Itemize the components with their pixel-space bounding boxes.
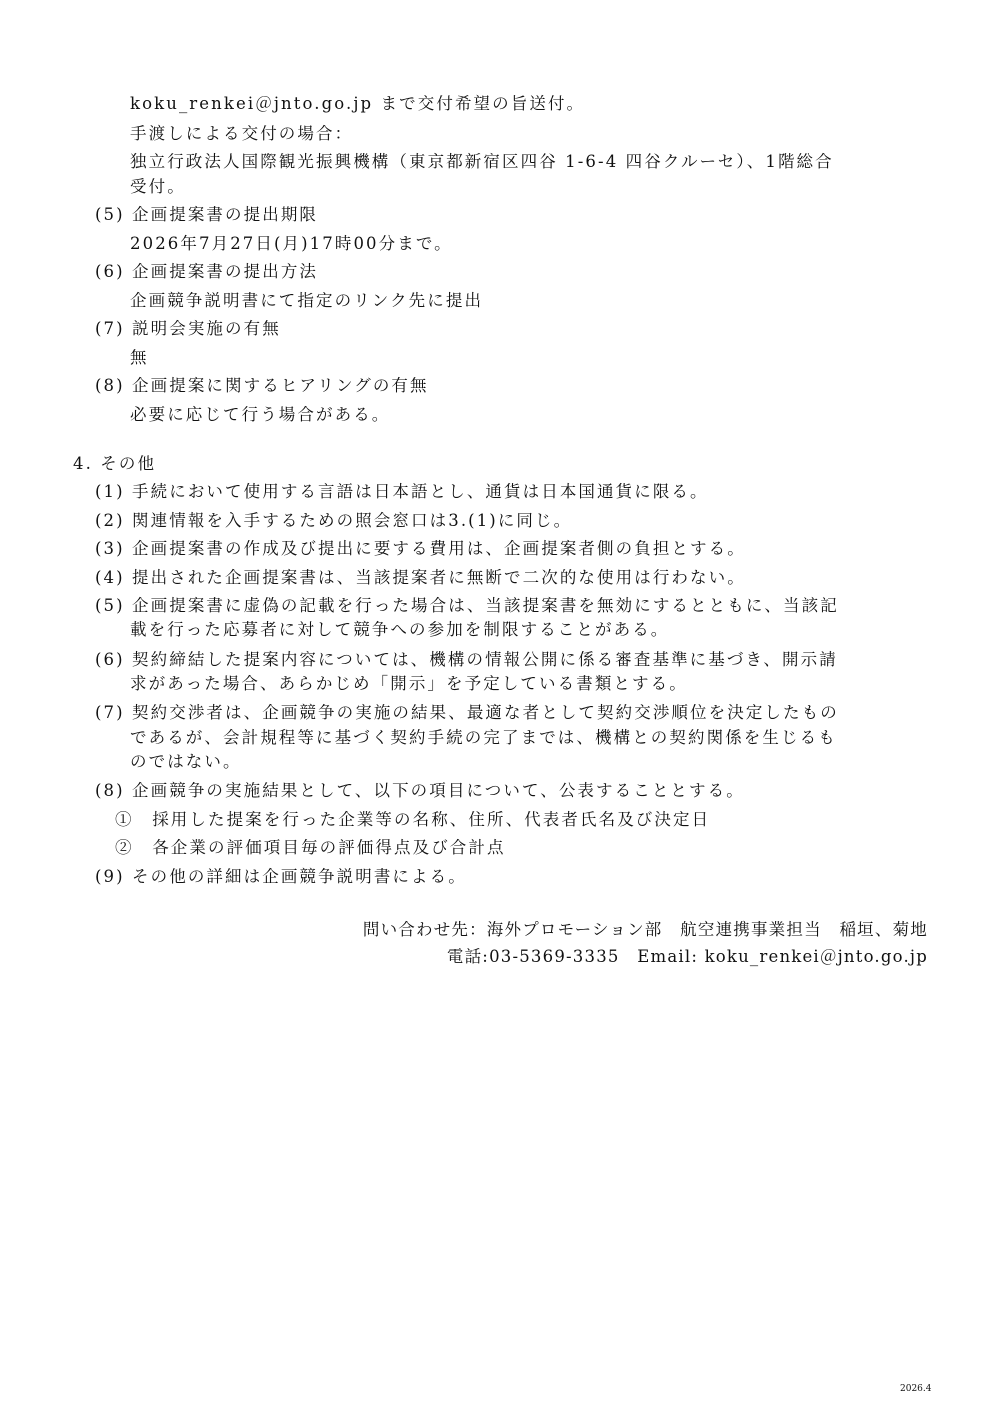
sub-list-item: ② 各企業の評価項目毎の評価得点及び合計点 <box>115 838 506 857</box>
text-line: 受付。 <box>130 177 186 196</box>
list-item: (2) 関連情報を入手するための照会窓口は3.(1)に同じ。 <box>95 511 573 530</box>
list-item: (7) 契約交渉者は、企画競争の実施の結果、最適な者として契約交渉順位を決定したもの <box>95 703 839 722</box>
text-line: 企画競争説明書にて指定のリンク先に提出 <box>130 291 484 310</box>
list-item-continued: のではない。 <box>130 752 242 771</box>
list-item: (3) 企画提案書の作成及び提出に要する費用は、企画提案者側の負担とする。 <box>95 539 746 558</box>
text-line: 独立行政法人国際観光振興機構（東京都新宿区四谷 1-6-4 四谷クルーセ）、1階総合 <box>130 152 834 171</box>
list-item: (1) 手続において使用する言語は日本語とし、通貨は日本国通貨に限る。 <box>95 482 709 501</box>
section-heading: (6) 企画提案書の提出方法 <box>95 262 319 281</box>
section-heading: (7) 説明会実施の有無 <box>95 319 281 338</box>
sub-list-item: ① 採用した提案を行った企業等の名称、住所、代表者氏名及び決定日 <box>115 810 711 829</box>
contact-person: 問い合わせ先：海外プロモーション部 航空連携事業担当 稲垣、菊地 <box>362 920 928 939</box>
contact-details: 電話:03-5369-3335 Email: koku_renkei＠jnto.go.jp <box>446 947 928 966</box>
list-item: (5) 企画提案書に虚偽の記載を行った場合は、当該提案書を無効にするとともに、当該記 <box>95 596 839 615</box>
text-line: 必要に応じて行う場合がある。 <box>130 405 391 424</box>
text-line: 手渡しによる交付の場合： <box>130 124 354 143</box>
text-line: 2026年7月27日(月)17時00分まで。 <box>130 234 453 253</box>
text-line: 無 <box>130 348 149 367</box>
list-item: (6) 契約締結した提案内容については、機構の情報公開に係る審査基準に基づき、開示請 <box>95 650 838 669</box>
section-heading: (8) 企画提案に関するヒアリングの有無 <box>95 376 429 395</box>
chapter-heading: 4. その他 <box>73 454 157 473</box>
footer-date: 2026.4 <box>900 1384 932 1394</box>
list-item-continued: であるが、会計規程等に基づく契約手続の完了までは、機構との契約関係を生じるも <box>130 728 837 747</box>
section-heading: (5) 企画提案書の提出期限 <box>95 205 319 224</box>
list-item-continued: 求があった場合、あらかじめ「開示」を予定している書類とする。 <box>130 674 688 693</box>
text-line: koku_renkei＠jnto.go.jp まで交付希望の旨送付。 <box>130 94 586 113</box>
list-item: (8) 企画競争の実施結果として、以下の項目について、公表することとする。 <box>95 781 745 800</box>
list-item-continued: 載を行った応募者に対して競争への参加を制限することがある。 <box>130 620 670 639</box>
list-item: (9) その他の詳細は企画競争説明書による。 <box>95 867 467 886</box>
list-item: (4) 提出された企画提案書は、当該提案者に無断で二次的な使用は行わない。 <box>95 568 746 587</box>
